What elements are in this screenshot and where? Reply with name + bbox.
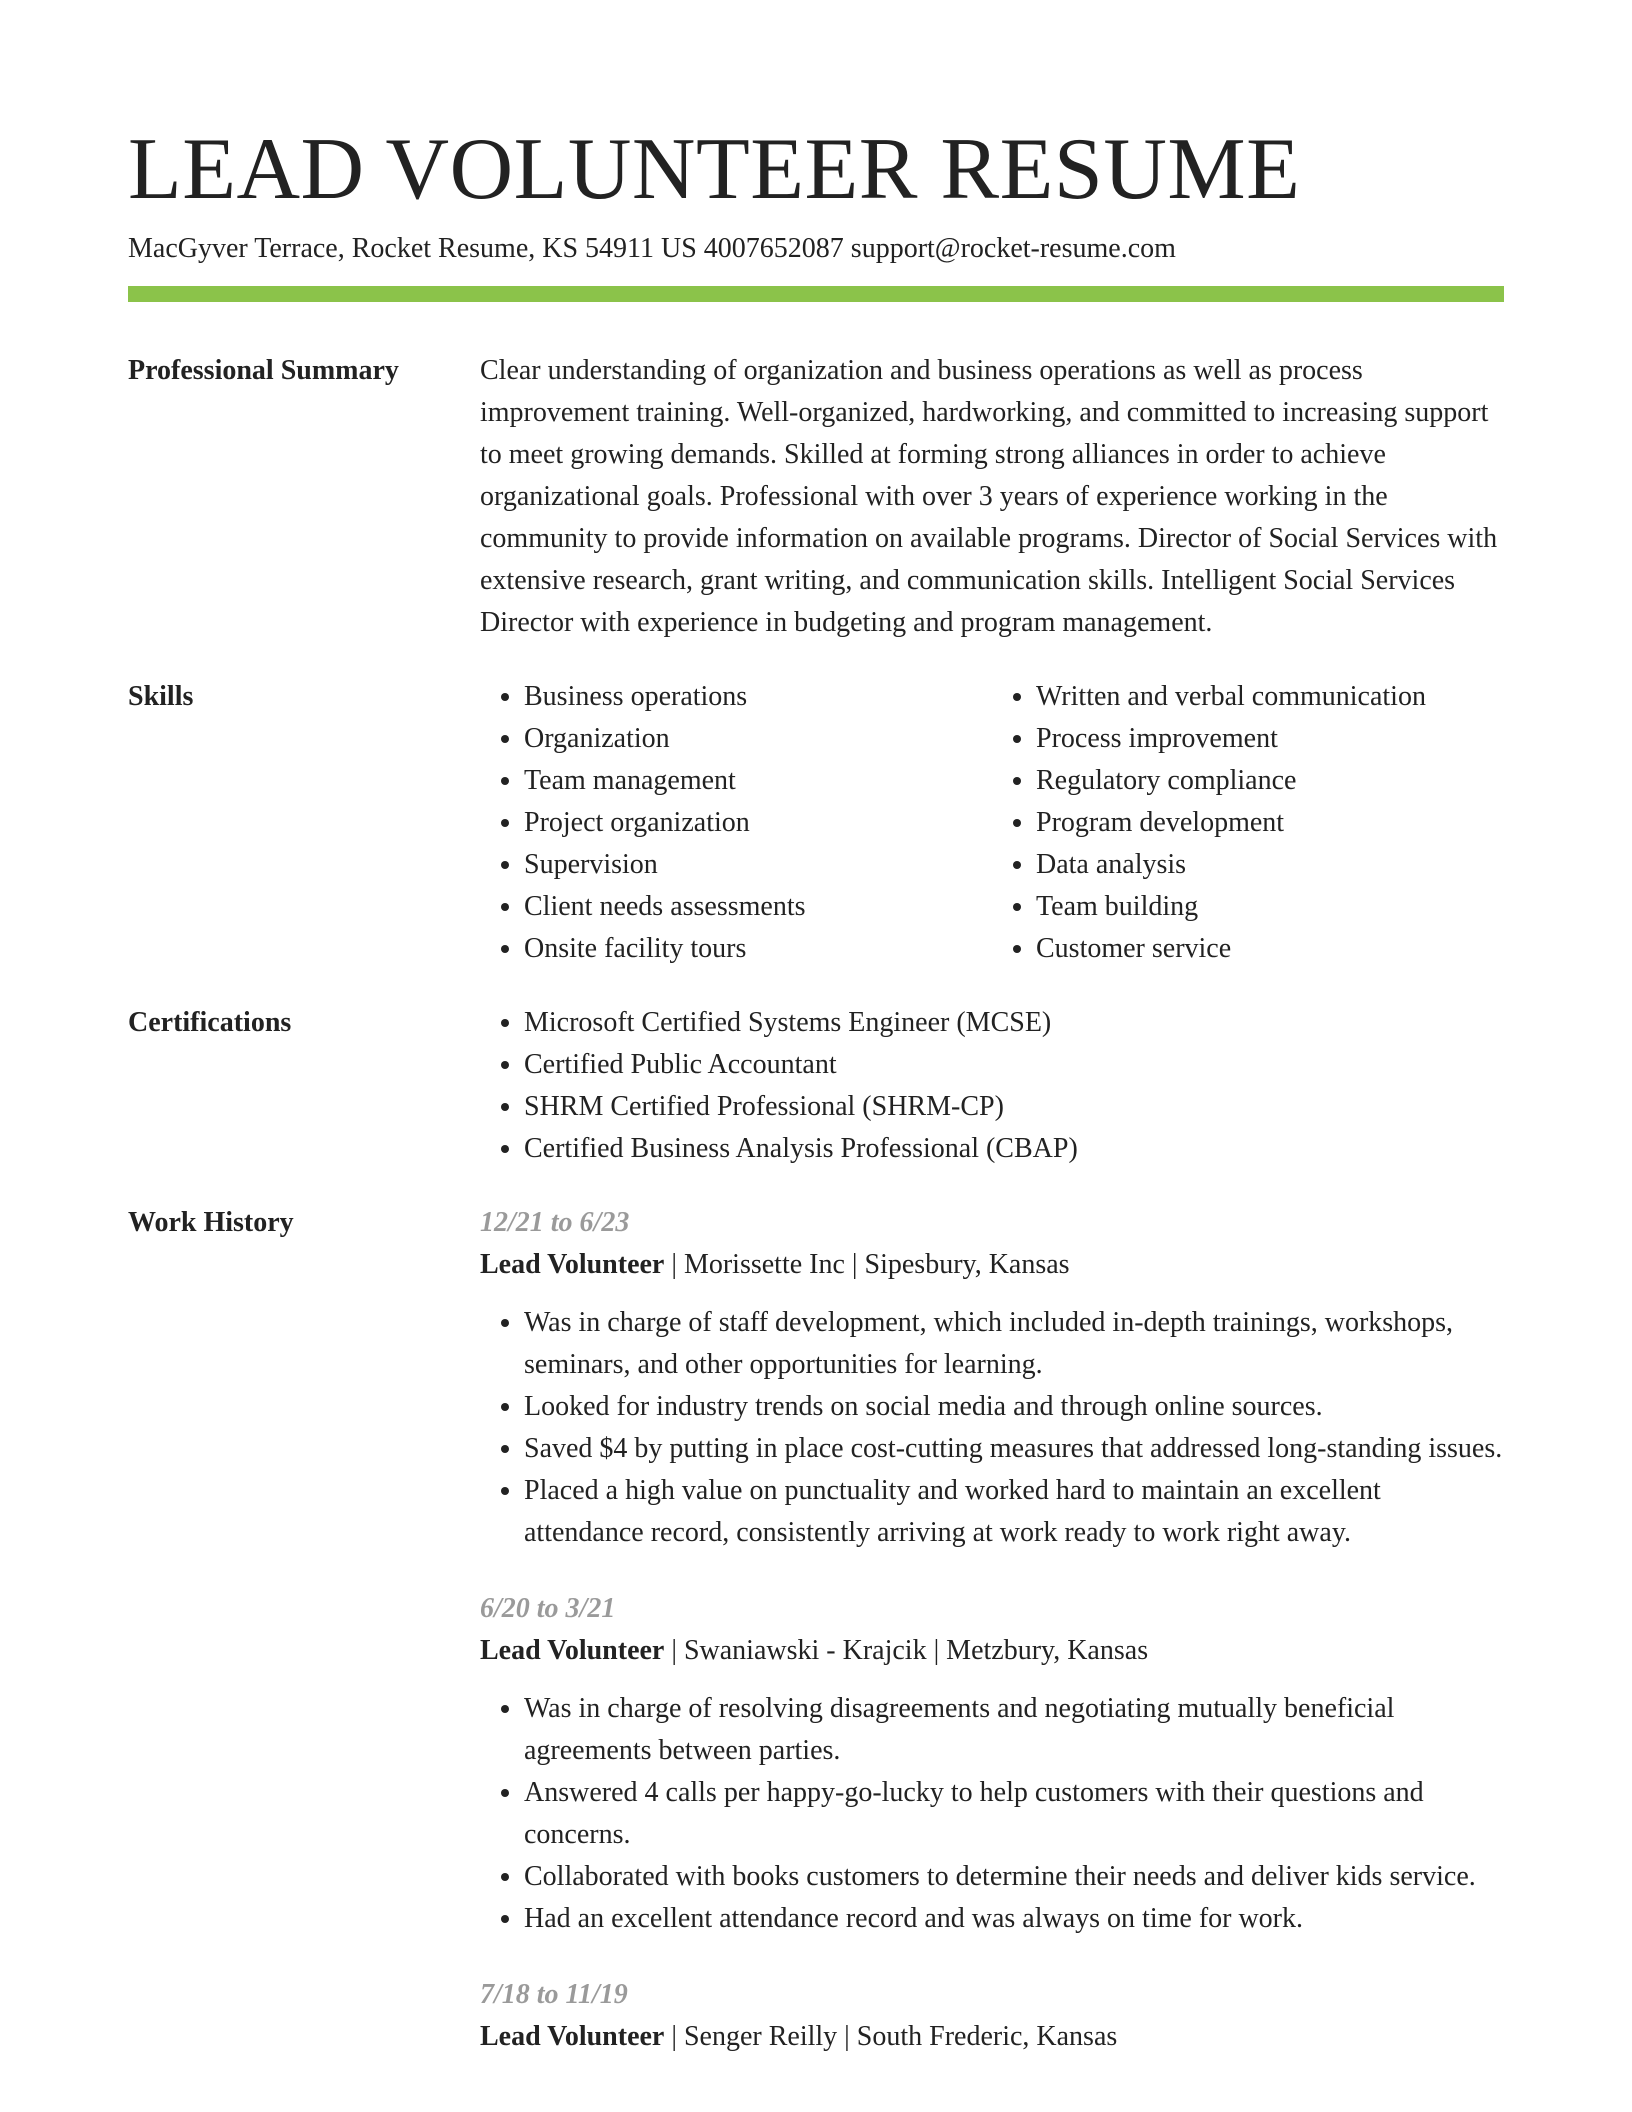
skills-list-right	[992, 676, 1504, 970]
skills-label: Skills	[128, 681, 194, 712]
skill-item: • Regulatory compliance	[1036, 760, 1504, 802]
skill-item: • Onsite facility tours	[524, 928, 992, 970]
certification-item: • Certified Public Accountant	[524, 1044, 1504, 1086]
certification-item: • SHRM Certified Professional (SHRM-CP)	[524, 1086, 1504, 1128]
job-entry	[480, 1974, 1504, 2058]
certifications-body	[480, 1002, 1504, 1170]
job-title: Lead Volunteer	[480, 2021, 665, 2052]
skill-item: • Data analysis	[1036, 844, 1504, 886]
work-history-label: Work History	[128, 1207, 294, 1238]
job-dates: 7/18 to 11/19	[480, 1979, 628, 2010]
job-employer: | Morissette Inc | Sipesbury, Kansas	[664, 1249, 1070, 1280]
certifications-list	[480, 1002, 1504, 1170]
job-dates: 12/21 to 6/23	[480, 1207, 630, 1238]
job-heading	[480, 2016, 1504, 2058]
skill-item: • Process improvement	[1036, 718, 1504, 760]
job-heading	[480, 1244, 1504, 1286]
skills-body	[480, 676, 1504, 970]
skill-item: • Written and verbal communication	[1036, 676, 1504, 718]
job-bullets	[480, 1688, 1504, 1940]
skill-item: • Business operations	[524, 676, 992, 718]
job-employer: | Senger Reilly | South Frederic, Kansas	[664, 2021, 1118, 2052]
accent-divider	[128, 286, 1504, 302]
job-title: Lead Volunteer	[480, 1635, 665, 1666]
job-bullet: • Was in charge of staff development, which included in-depth trainings, workshops, seminars, and other opportunities for learning.	[524, 1302, 1504, 1386]
resume-title: LEAD VOLUNTEER RESUME	[128, 121, 1301, 218]
certification-item: • Certified Business Analysis Professional (CBAP)	[524, 1128, 1504, 1170]
job-bullet: • Saved $4 by putting in place cost-cutting measures that addressed long-standing issues.	[524, 1428, 1504, 1470]
job-bullet: • Answered 4 calls per happy-go-lucky to help customers with their questions and concerns.	[524, 1772, 1504, 1856]
job-bullet: • Was in charge of resolving disagreements and negotiating mutually beneficial agreements between parties.	[524, 1688, 1504, 1772]
skill-item: • Project organization	[524, 802, 992, 844]
job-bullets	[480, 1302, 1504, 1554]
job-entry	[480, 1202, 1504, 1554]
skills-columns	[480, 676, 1504, 970]
skill-item: • Supervision	[524, 844, 992, 886]
job-entry	[480, 1588, 1504, 1940]
job-bullet: • Had an excellent attendance record and was always on time for work.	[524, 1898, 1504, 1940]
contact-line: MacGyver Terrace, Rocket Resume, KS 54911 US 4007652087 support@rocket-resume.com	[128, 233, 1176, 264]
job-bullet: • Collaborated with books customers to determine their needs and deliver kids service.	[524, 1856, 1504, 1898]
skill-item: • Customer service	[1036, 928, 1504, 970]
skill-item: • Program development	[1036, 802, 1504, 844]
certifications-label: Certifications	[128, 1007, 292, 1038]
work-history-body	[480, 1202, 1504, 2092]
skills-list-left	[480, 676, 992, 970]
summary-body	[480, 350, 1504, 644]
certification-item: • Microsoft Certified Systems Engineer (MCSE)	[524, 1002, 1504, 1044]
job-employer: | Swaniawski - Krajcik | Metzbury, Kansas	[664, 1635, 1149, 1666]
summary-text: Clear understanding of organization and business operations as well as process improvement training. Well-organized, hardworking, and committed to increasing support to meet growing demands. Skilled at forming strong alliances in order to achieve organizational goals. Professional with over 3 years of experience working in the community to provide information on available programs. Director of Social Services with extensive research, grant writing, and communication skills. Intelligent Social Services Director with experience in budgeting and program management.	[480, 355, 1498, 638]
skill-item: • Team management	[524, 760, 992, 802]
job-heading	[480, 1630, 1504, 1672]
job-dates: 6/20 to 3/21	[480, 1593, 616, 1624]
summary-label: Professional Summary	[128, 355, 399, 386]
job-bullet: • Placed a high value on punctuality and worked hard to maintain an excellent attendance record, consistently arriving at work ready to work right away.	[524, 1470, 1504, 1554]
skill-item: • Client needs assessments	[524, 886, 992, 928]
skill-item: • Team building	[1036, 886, 1504, 928]
job-bullet: • Looked for industry trends on social media and through online sources.	[524, 1386, 1504, 1428]
skill-item: • Organization	[524, 718, 992, 760]
job-title: Lead Volunteer	[480, 1249, 665, 1280]
